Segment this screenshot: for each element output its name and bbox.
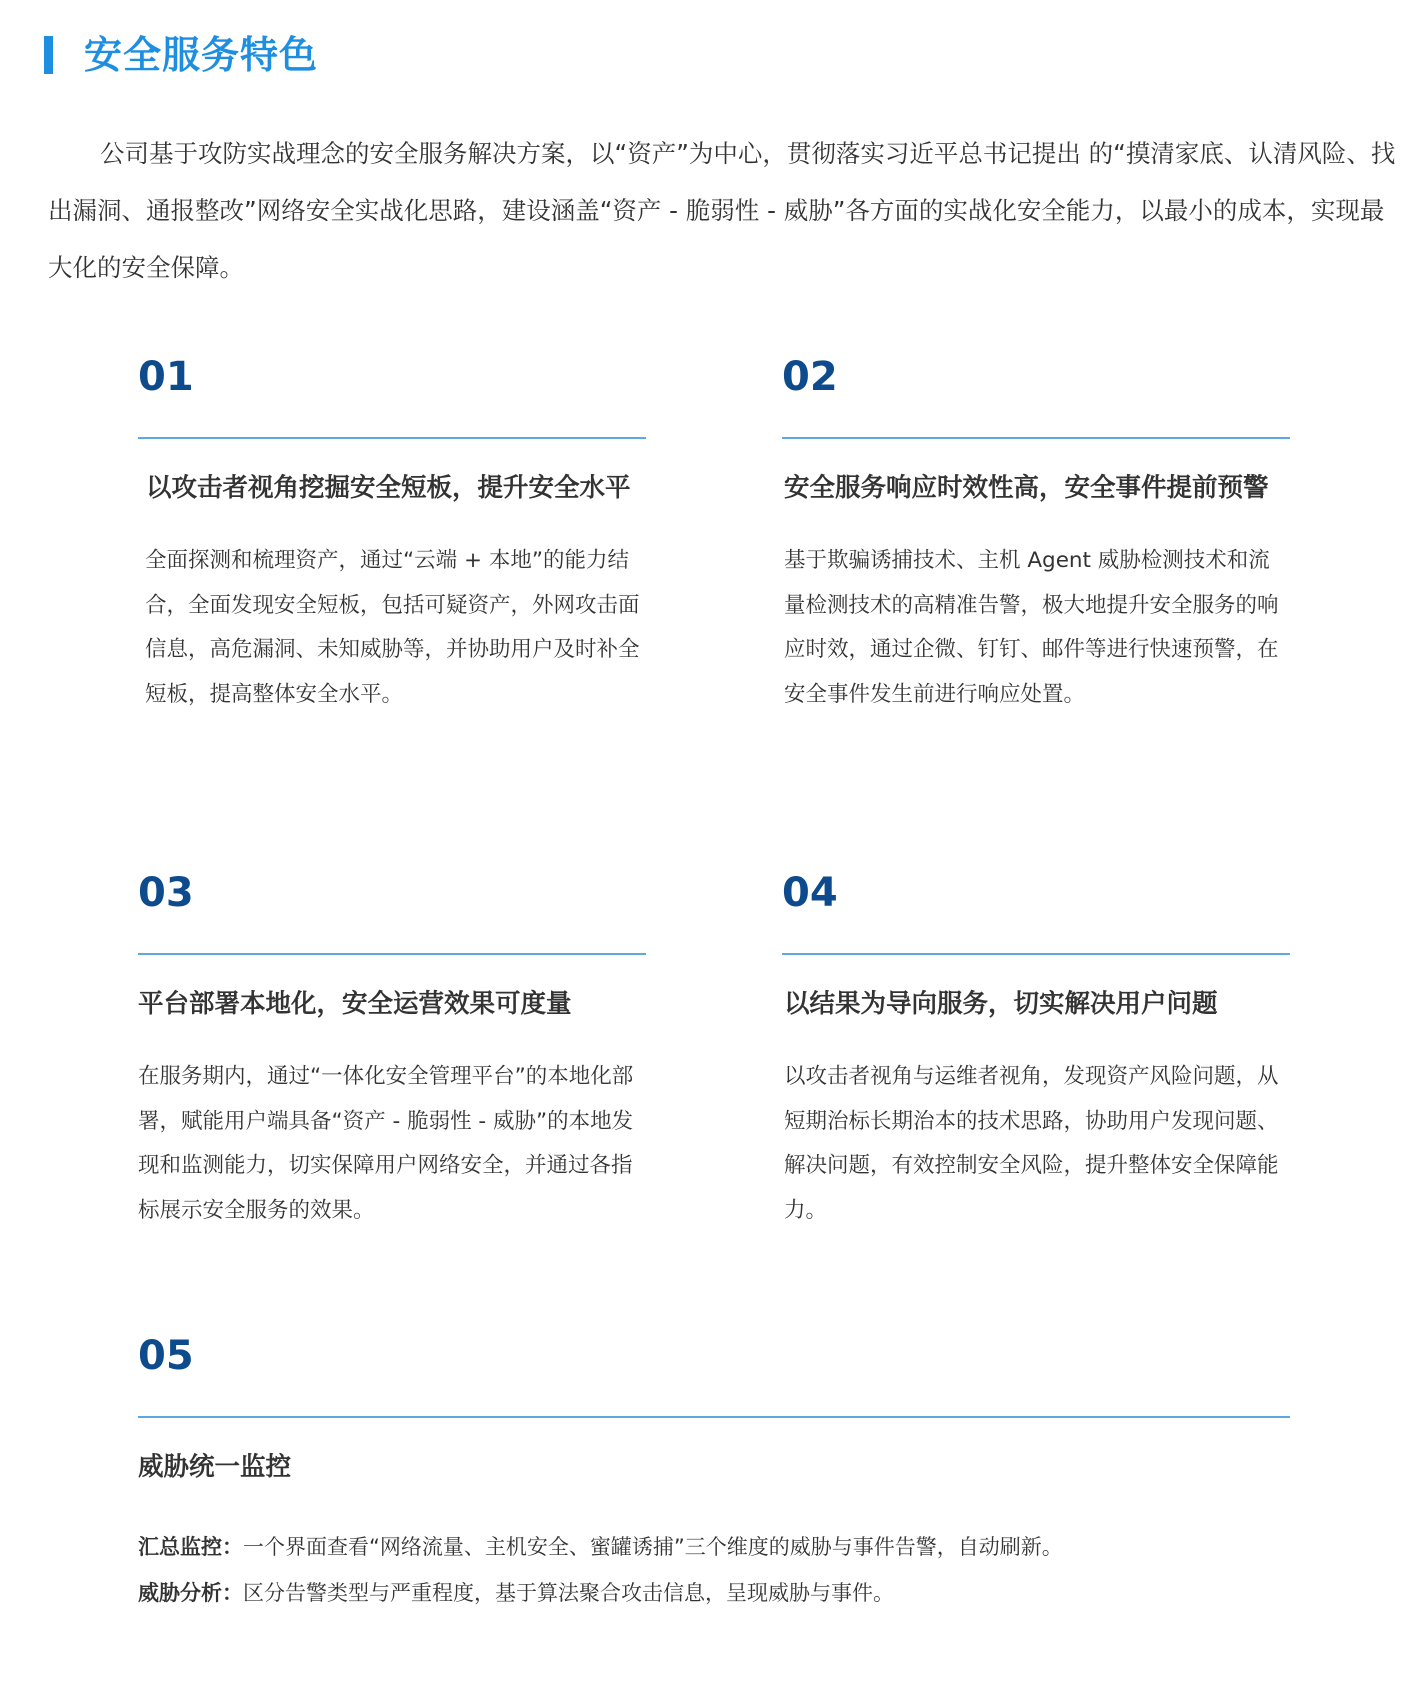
intro-paragraph: 公司基于攻防实战理念的安全服务解决方案，以“资产”为中心，贯彻落实习近平总书记提出 的“摸清家底、认清风险、找出漏洞、通报整改”网络安全实战化思路，建设涵盖“资产 - 脆弱性 - 威胁”各方面的实战化安全能力，以最小的成本，实现最大化的安全保障。 (48, 139, 1396, 282)
feature-description: 在服务期内，通过“一体化安全管理平台”的本地化部署，赋能用户端具备“资产 - 脆弱性 - 威胁”的本地发现和监测能力，切实保障用户网络安全，并通过各指标展示安全服务的效果。 (138, 1064, 634, 1223)
feature-number: 03 (138, 870, 194, 916)
feature-title: 以结果为导向服务，切实解决用户问题 (784, 989, 1218, 1019)
item-text: 区分告警类型与严重程度，基于算法聚合攻击信息，呈现威胁与事件。 (243, 1581, 894, 1605)
divider (138, 953, 646, 955)
feature-card-04 (782, 869, 1290, 1233)
feature-number: 04 (782, 870, 838, 916)
feature-title: 以攻击者视角挖掘安全短板，提升安全水平 (146, 473, 631, 503)
divider (782, 953, 1290, 955)
list-item (138, 1524, 1290, 1570)
feature-card-05 (138, 1332, 1290, 1616)
list-item (138, 1570, 1290, 1616)
feature-number: 05 (138, 1333, 194, 1379)
feature-number: 02 (782, 354, 838, 400)
feature-description: 以攻击者视角与运维者视角，发现资产风险问题，从短期治标长期治本的技术思路，协助用户发现问题、解决问题，有效控制安全风险，提升整体安全保障能力。 (784, 1064, 1279, 1223)
item-label: 汇总监控： (138, 1535, 243, 1559)
divider (138, 1416, 1290, 1418)
feature-number: 01 (138, 354, 194, 400)
item-text: 一个界面查看“网络流量、主机安全、蜜罐诱捕”三个维度的威胁与事件告警，自动刷新。 (243, 1535, 1063, 1559)
feature-item-list (138, 1524, 1290, 1616)
section-title-bar (44, 36, 53, 74)
feature-card-02 (782, 353, 1290, 717)
item-label: 威胁分析： (138, 1581, 243, 1605)
feature-description: 基于欺骗诱捕技术、主机 Agent 威胁检测技术和流量检测技术的高精准告警，极大地提升安全服务的响应时效，通过企微、钉钉、邮件等进行快速预警，在安全事件发生前进行响应处置。 (784, 548, 1279, 707)
feature-title: 平台部署本地化，安全运营效果可度量 (138, 989, 572, 1019)
feature-card-01 (138, 353, 646, 717)
divider (782, 437, 1290, 439)
feature-title: 威胁统一监控 (138, 1452, 292, 1482)
section-title: 安全服务特色 (84, 33, 319, 77)
divider (138, 437, 646, 439)
feature-title: 安全服务响应时效性高，安全事件提前预警 (784, 473, 1269, 503)
feature-card-03 (138, 869, 646, 1233)
feature-description: 全面探测和梳理资产，通过“云端 + 本地”的能力结合，全面发现安全短板，包括可疑资产，外网攻击面信息，高危漏洞、未知威胁等，并协助用户及时补全短板，提高整体安全水平。 (145, 548, 640, 707)
